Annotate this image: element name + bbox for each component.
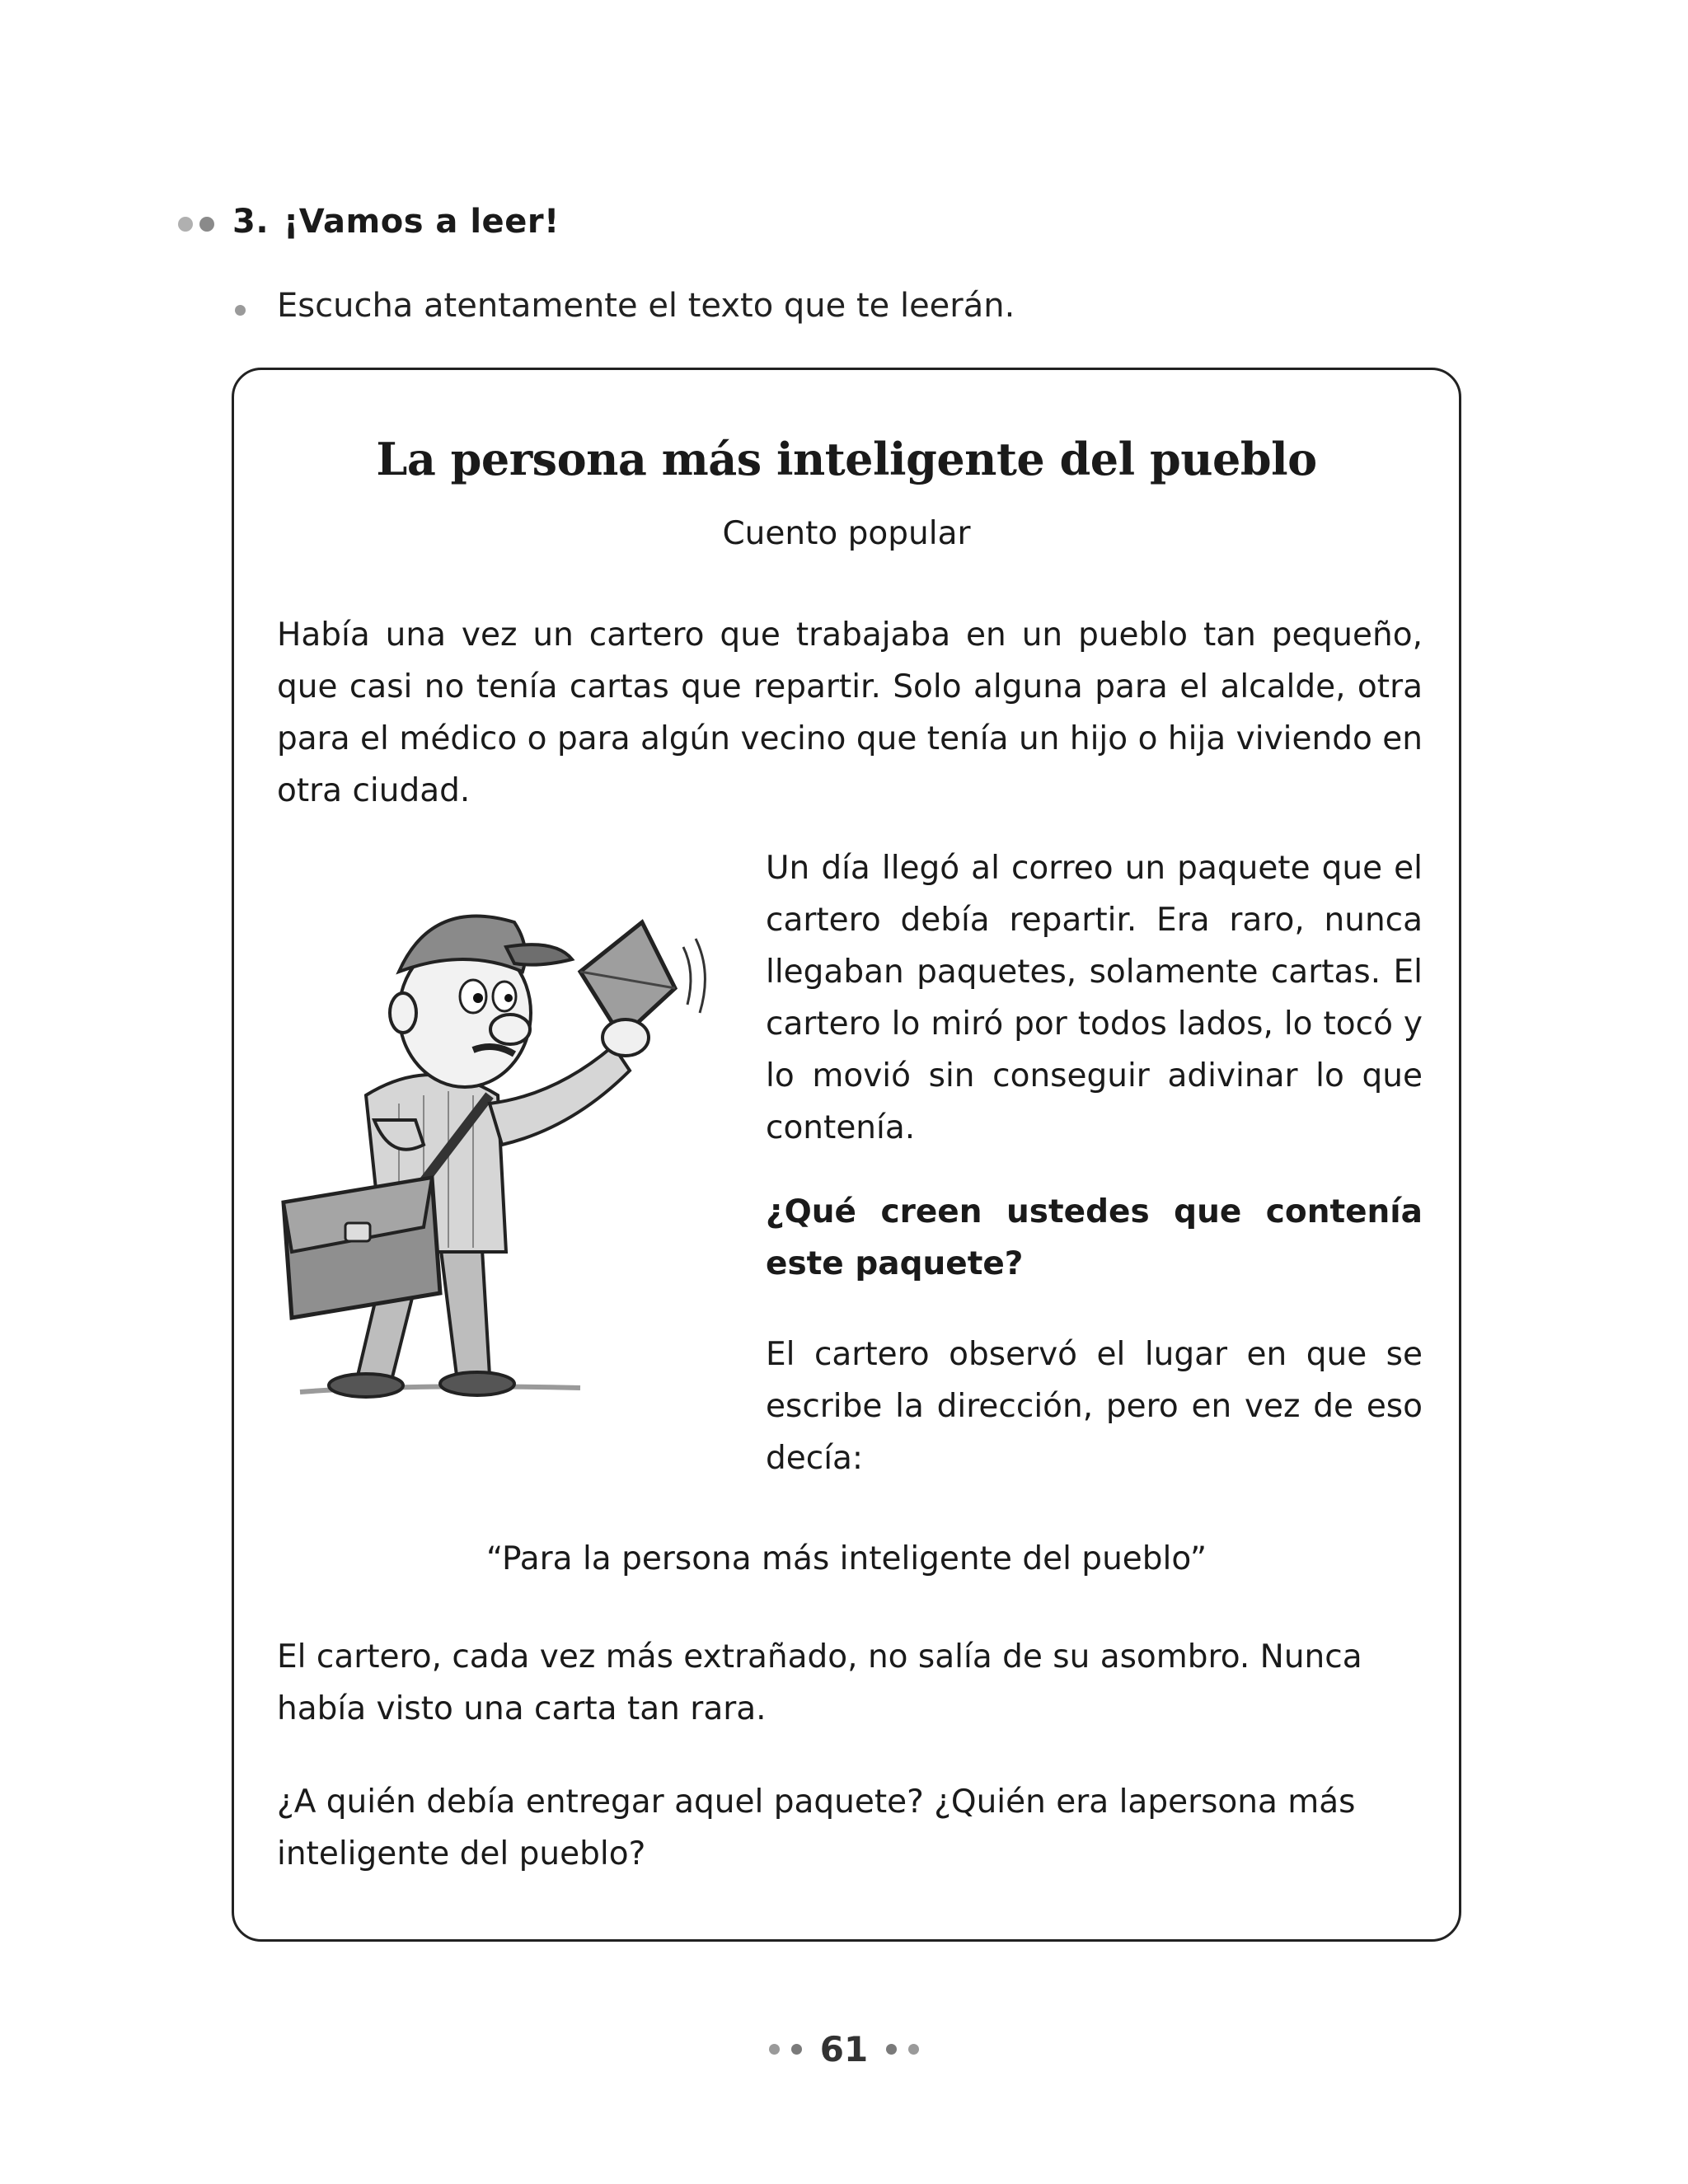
page-number: 61 — [819, 2029, 869, 2069]
story-quote: “Para la persona más inteligente del pueblo” — [485, 1540, 1207, 1577]
story-paragraph-4: El cartero, cada vez más extrañado, no salía de su asombro. Nunca había visto una carta tan rara. — [277, 1638, 1362, 1727]
instruction-text: Escucha atentamente el texto que te leerán. — [277, 287, 1015, 325]
story-paragraph-1: Había una vez un cartero que trabajaba en un pueblo tan pequeño, que casi no tenía cartas que repartir. Solo alguna para el alcalde, otra para el médico o para algún vecino que tenía un hijo o hija viviendo en otra ciudad. — [277, 616, 1423, 809]
section-heading — [232, 203, 560, 241]
bullet-dot-icon — [178, 217, 193, 232]
bullet-dot-icon — [199, 217, 214, 232]
footer-dot-icon — [886, 2044, 897, 2055]
story-box — [232, 368, 1461, 1942]
story-paragraph-3: El cartero observó el lugar en que se escribe la dirección, pero en vez de eso decía: — [766, 1336, 1423, 1477]
instruction-bullet-icon — [235, 305, 246, 316]
section-title: ¡Vamos a leer! — [284, 203, 560, 241]
mail-carrier-illustration — [267, 848, 745, 1425]
page-footer — [0, 2029, 1688, 2069]
story-paragraph-5: ¿A quién debía entregar aquel paquete? ¿Quién era lapersona más inteligente del pueblo? — [277, 1783, 1356, 1872]
story-subtitle: Cuento popular — [722, 515, 971, 552]
story-title: La persona más inteligente del pueblo — [376, 433, 1317, 485]
footer-dot-icon — [769, 2044, 780, 2055]
story-paragraph-2: Un día llegó al correo un paquete que el cartero debía repartir. Era raro, nunca llegaban paquetes, solamente cartas. El cartero lo miró por todos lados, lo tocó y lo movió sin conseguir adivinar lo que contenía. — [766, 850, 1423, 1146]
section-bullets — [178, 217, 214, 232]
footer-dot-icon — [908, 2044, 919, 2055]
section-number: 3. — [232, 203, 270, 241]
footer-dot-icon — [791, 2044, 802, 2055]
story-question: ¿Qué creen ustedes que contenía este paquete? — [766, 1193, 1423, 1282]
